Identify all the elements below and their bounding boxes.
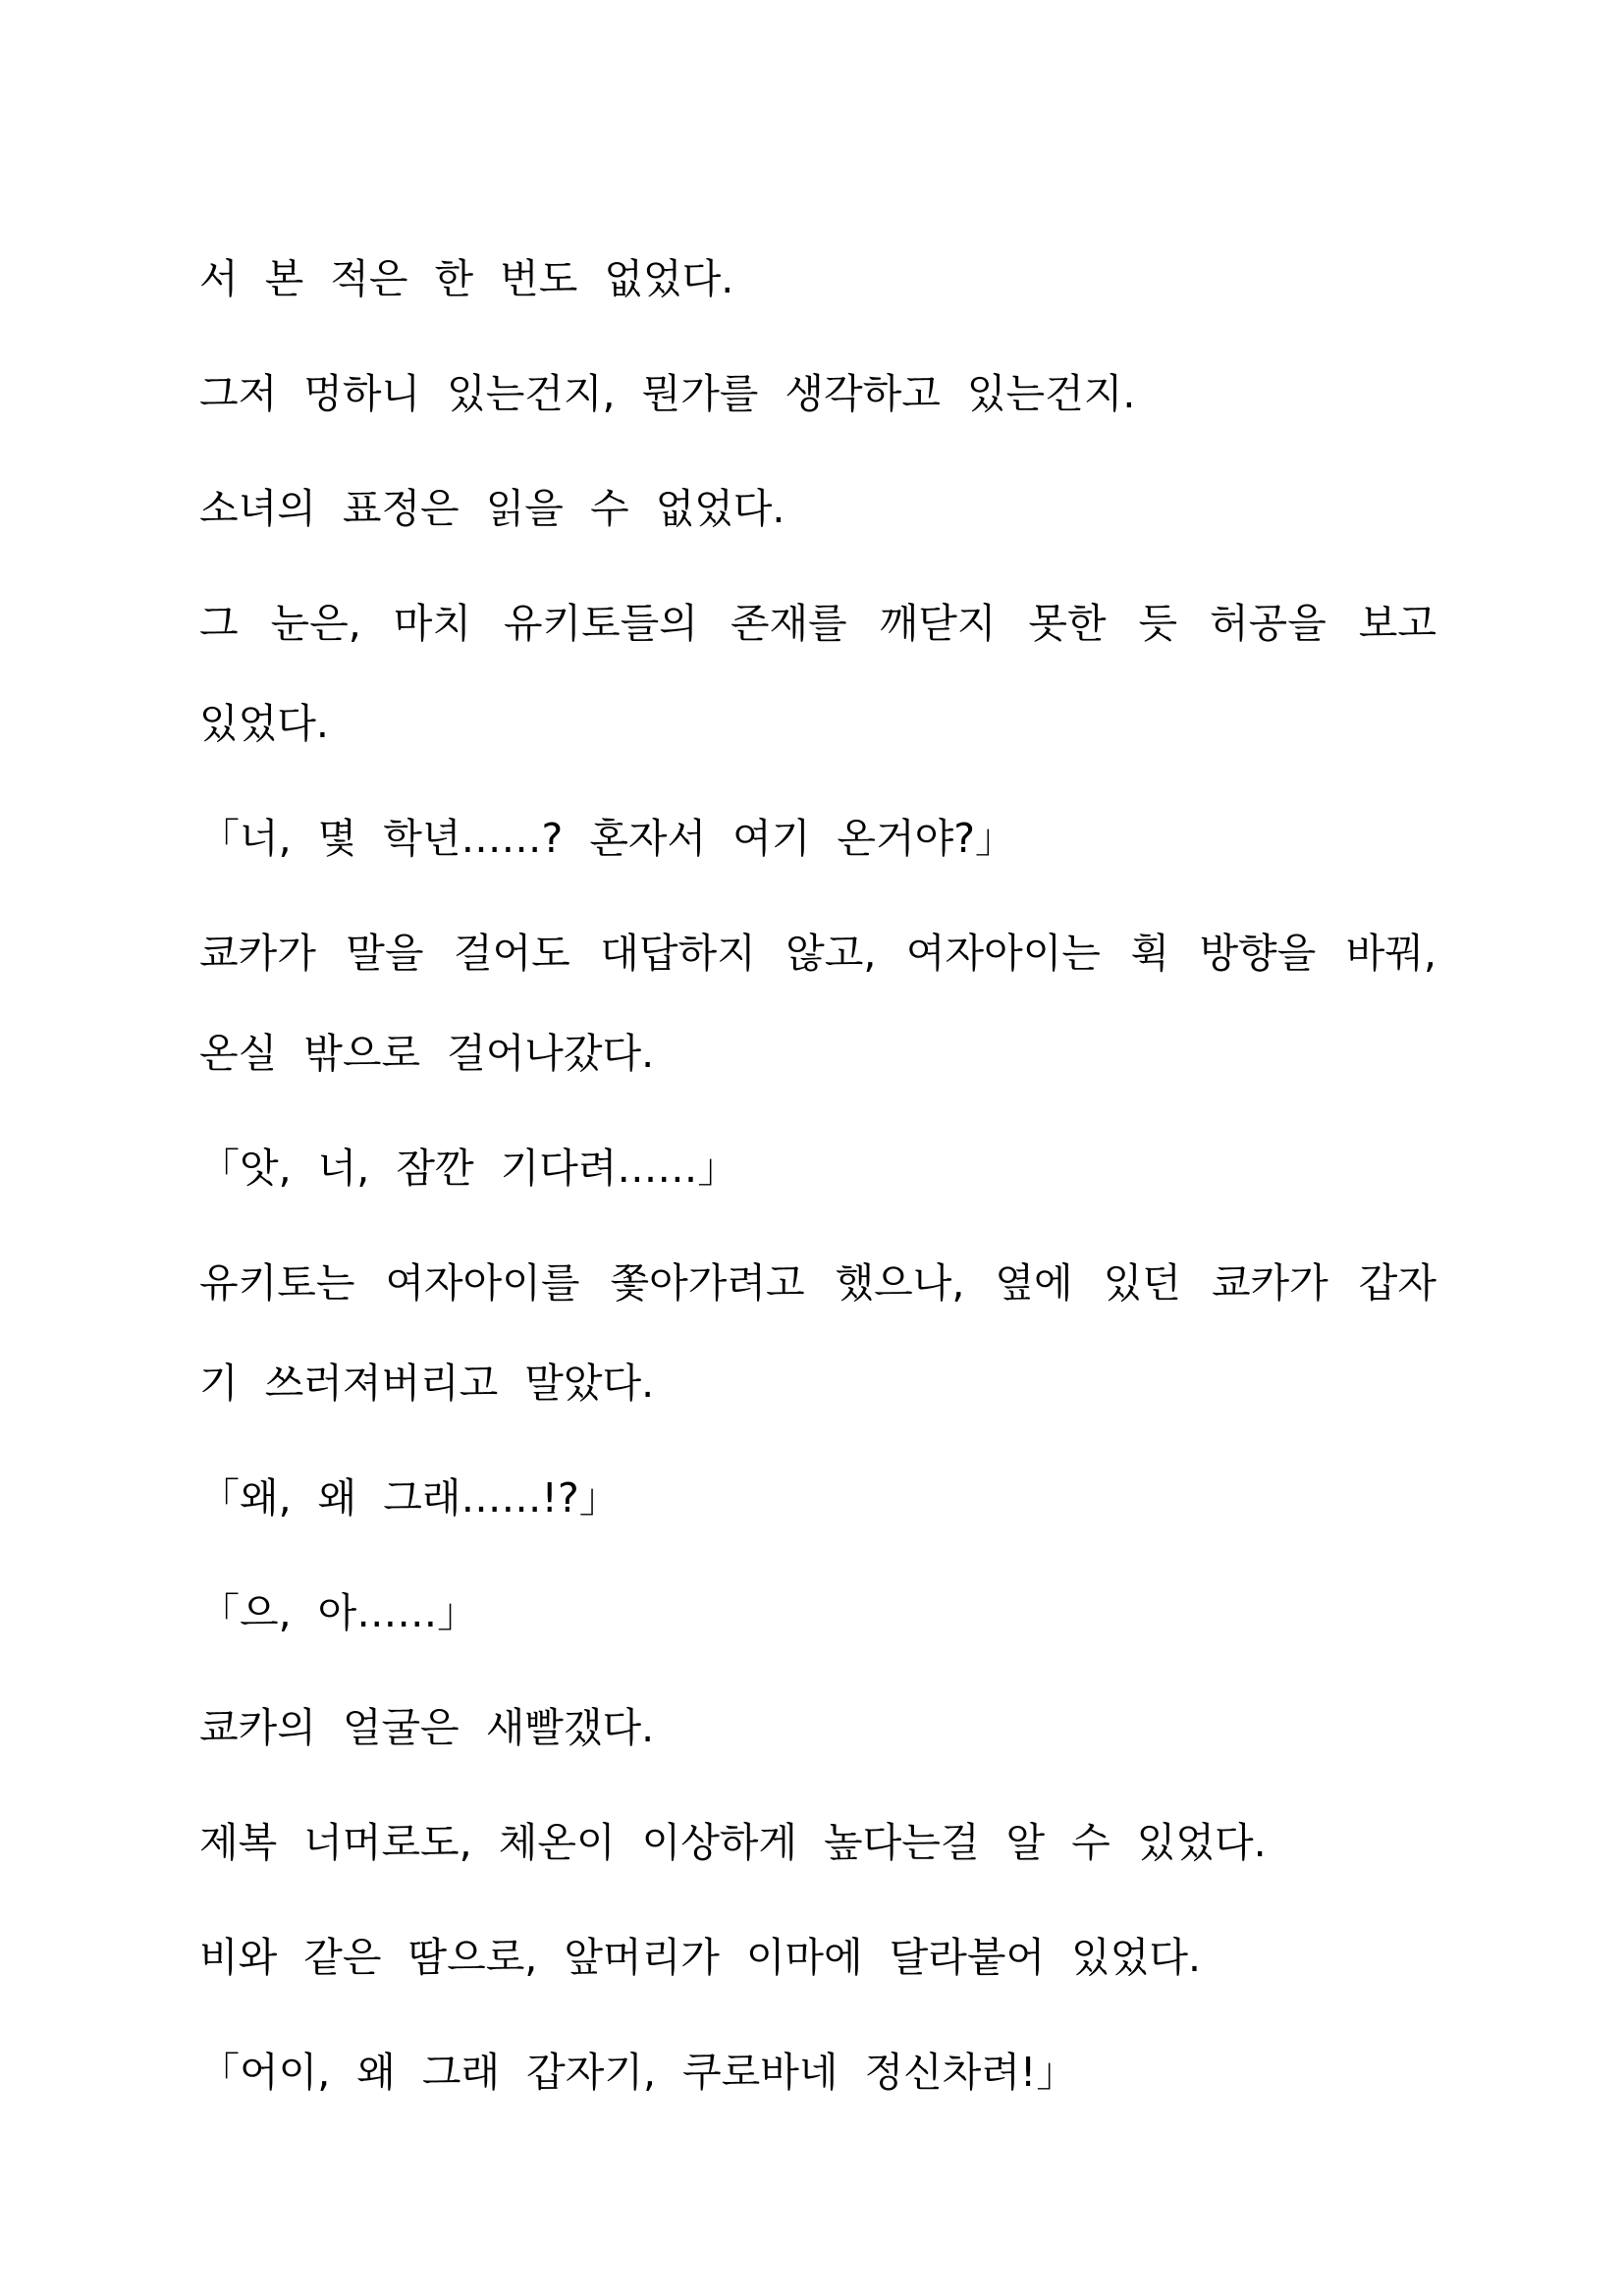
paragraph: 소녀의 표정은 읽을 수 없었다. — [199, 485, 785, 532]
paragraph: 유키토는 여자아이를 쫓아가려고 했으나, 옆에 있던 쿄카가 갑자기 쓰러져버리고 말았다. — [199, 1259, 1436, 1407]
paragraph: 서 본 적은 한 번도 없었다. — [199, 255, 734, 302]
paragraph: 제복 너머로도, 체온이 이상하게 높다는걸 알 수 있었다. — [199, 1819, 1267, 1866]
dialogue-line: 「으, 아……」 — [199, 1589, 478, 1636]
dialogue-line: 「너, 몇 학년……? 혼자서 여기 온거야?」 — [199, 815, 1015, 862]
paragraph: 그 눈은, 마치 유키토들의 존재를 깨닫지 못한 듯 허공을 보고 있었다. — [199, 600, 1436, 747]
dialogue-line: 「앗, 너, 잠깐 기다려……」 — [199, 1145, 738, 1192]
paragraph: 비와 같은 땀으로, 앞머리가 이마에 달라붙어 있었다. — [199, 1934, 1201, 1981]
dialogue-line: 「왜, 왜 그래……!?」 — [199, 1474, 620, 1522]
paragraph: 쿄카가 말을 걸어도 대답하지 않고, 여자아이는 휙 방향을 바꿔, 온실 밖으로 걸어나갔다. — [199, 930, 1436, 1077]
dialogue-line: 「어이, 왜 그래 갑자기, 쿠로바네 정신차려!」 — [199, 2049, 1077, 2096]
paragraph: 그저 멍하니 있는건지, 뭔가를 생각하고 있는건지. — [199, 370, 1136, 417]
body-text — [199, 229, 1436, 2137]
paragraph: 쿄카의 얼굴은 새빨갰다. — [199, 1704, 655, 1751]
